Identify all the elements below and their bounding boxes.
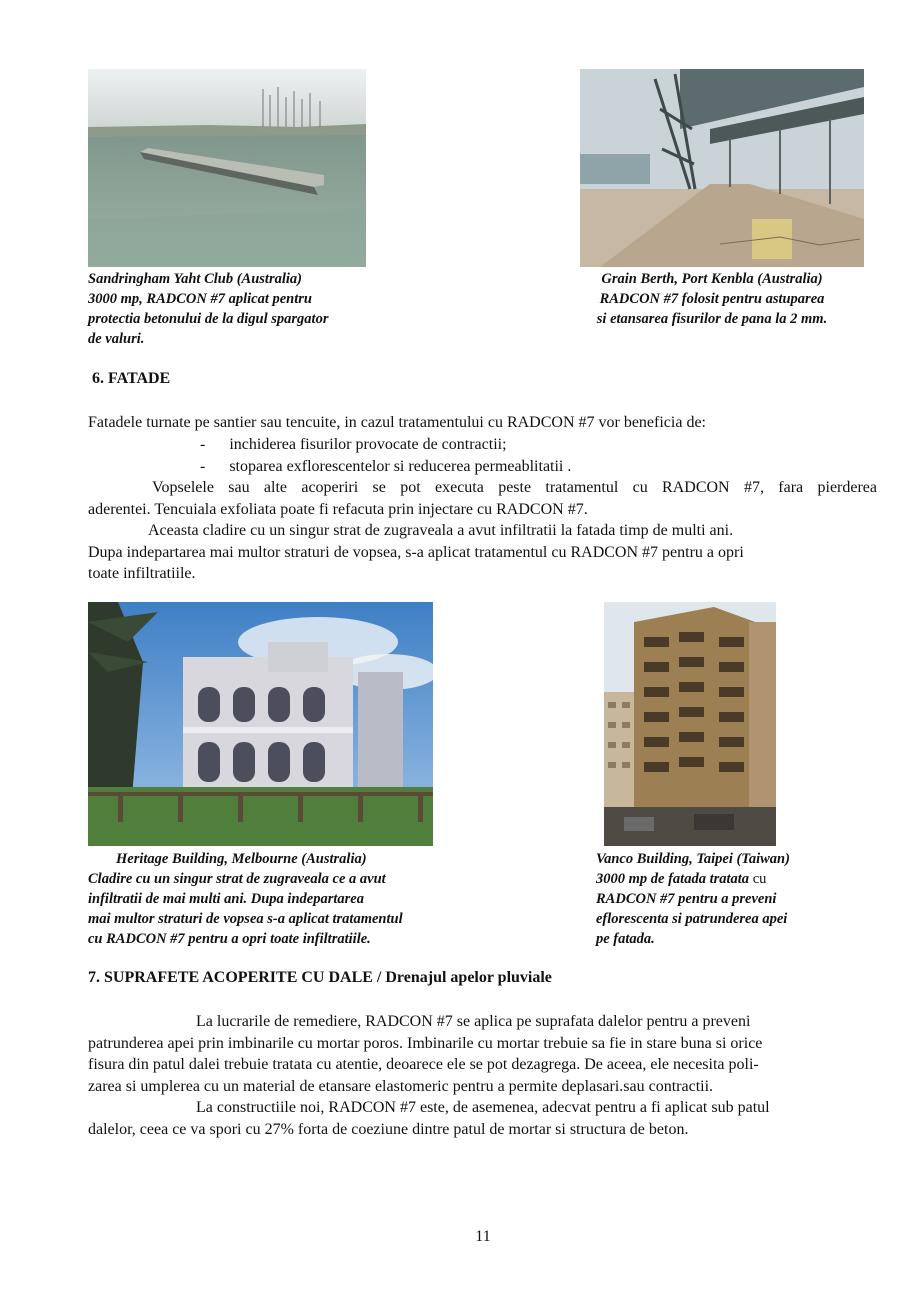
photo-heritage-building: [88, 602, 433, 846]
caption-line: protectia betonului de la digul spargator: [88, 311, 329, 327]
paragraph-line: toate infiltratiile.: [88, 565, 196, 582]
caption-line: Heritage Building, Melbourne (Australia): [116, 851, 367, 867]
section-heading: 7. SUPRAFETE ACOPERITE CU DALE / Drenajul apelor pluviale: [88, 969, 552, 986]
caption-line: Vanco Building, Taipei (Taiwan): [596, 851, 790, 867]
bullet-marker: -: [200, 436, 206, 453]
bullet-item: [200, 434, 507, 456]
caption-bold-fragment: 3000 mp de fatada tratata: [596, 871, 750, 887]
caption-plain-fragment: cu: [752, 871, 767, 887]
caption-line: Sandringham Yaht Club (Australia): [88, 271, 302, 287]
caption-line: cu RADCON #7 pentru a opri toate infiltratiile.: [88, 931, 371, 947]
bullet-text: inchiderea fisurilor provocate de contractii;: [229, 436, 507, 453]
caption-line: si etansarea fisurilor de pana la 2 mm.: [596, 311, 828, 327]
caption-line: infiltratii de mai multi ani. Dupa indepartarea: [88, 891, 364, 907]
caption-line: RADCON #7 pentru a preveni: [596, 891, 777, 907]
section-heading: 6. FATADE: [92, 370, 171, 387]
photo-vanco-building: [604, 602, 776, 846]
paragraph-line: La lucrarile de remediere, RADCON #7 se aplica pe suprafata dalelor pentru a preveni: [196, 1013, 751, 1030]
caption-line: [596, 869, 790, 889]
paragraph-line: patrunderea apei prin imbinarile cu mortar poros. Imbinarile cu mortar trebuie sa fie in stare buna si orice: [88, 1034, 763, 1052]
paragraph-line: zarea si umplerea cu un material de etansare elastomeric pentru a permite deplasari.sau contractii.: [88, 1077, 714, 1095]
caption-line: mai multor straturi de vopsea s-a aplicat tratamentul: [88, 911, 403, 927]
bullet-marker: -: [200, 458, 206, 475]
section6-paragraph: [88, 477, 877, 585]
paragraph-line: dalelor, ceea ce va spori cu 27% forta de coeziune dintre patul de mortar si structura de beton.: [88, 1120, 689, 1138]
caption-line: Cladire cu un singur strat de zugraveala ce a avut: [88, 871, 386, 887]
paragraph-line: fisura din patul dalei trebuie tratata cu atentie, deoarece ele se pot dezagrega. De aceea, ele necesita poli-: [88, 1056, 759, 1073]
caption-heritage-building: [88, 849, 403, 949]
caption-line: Grain Berth, Port Kenbla (Australia): [601, 271, 823, 287]
caption-line: eflorescenta si patrunderea apei: [596, 911, 788, 927]
page-number: 11: [475, 1228, 491, 1245]
caption-line: de valuri.: [88, 331, 145, 347]
caption-vanco-building: [596, 849, 790, 949]
caption-line: RADCON #7 folosit pentru astuparea: [599, 291, 825, 307]
caption-grain-berth: [564, 269, 860, 329]
caption-line: pe fatada.: [596, 931, 655, 947]
paragraph-line: Aceasta cladire cu un singur strat de zugraveala a avut infiltratii la fatada timp de multi ani.: [148, 522, 734, 539]
section7-paragraph: [88, 1011, 877, 1140]
paragraph-line: Dupa indepartarea mai multor straturi de vopsea, s-a aplicat tratamentul cu RADCON #7 pentru a opri: [88, 543, 744, 561]
paragraph-line: Vopselele sau alte acoperiri se pot executa peste tratamentul cu RADCON #7, fara pierderea: [152, 479, 877, 496]
paragraph-line: La constructiile noi, RADCON #7 este, de asemenea, adecvat pentru a fi aplicat sub patul: [196, 1099, 770, 1116]
photo-grain-berth: [580, 69, 864, 267]
caption-sandringham: [88, 269, 328, 349]
caption-line: 3000 mp, RADCON #7 aplicat pentru: [88, 291, 312, 307]
section6-intro: Fatadele turnate pe santier sau tencuite, in cazul tratamentului cu RADCON #7 vor beneficia de:: [88, 414, 706, 431]
bullet-item: [200, 456, 571, 478]
paragraph-line: aderentei. Tencuiala exfoliata poate fi refacuta prin injectare cu RADCON #7.: [88, 500, 588, 518]
bullet-text: stoparea exflorescentelor si reducerea permeablitatii .: [229, 458, 572, 475]
photo-sandringham-yacht-club: [88, 69, 366, 267]
